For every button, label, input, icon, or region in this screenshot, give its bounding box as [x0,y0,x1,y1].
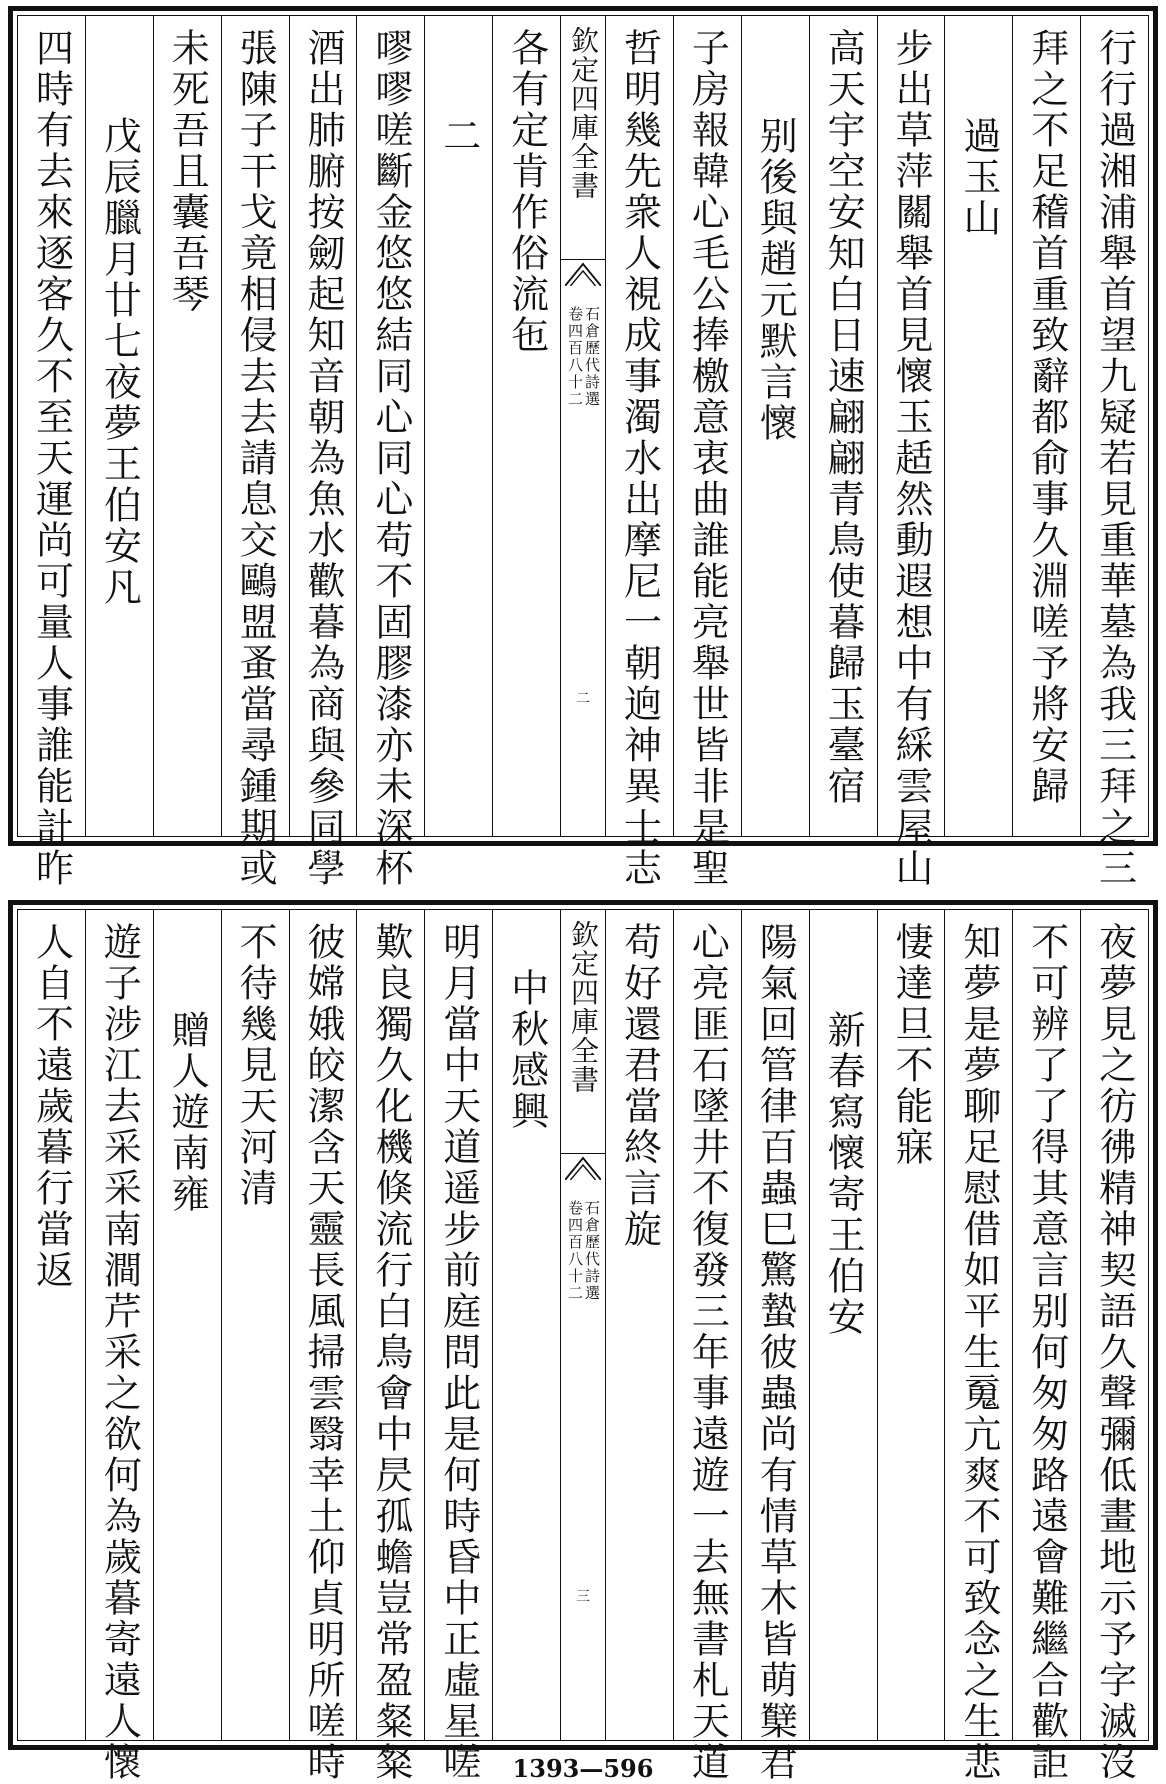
text-column [1012,16,1080,836]
page-reference-number: 1393—596 [512,1754,654,1783]
poem-title: 新春寫懷寄王伯安 [821,1010,866,1338]
poem-line: 明月當中天道遥步前庭問此是何時昏中正虛星嗟 [436,922,481,1783]
text-column [1080,16,1148,889]
poem-line: 張陳子干戈竟相侵去去請息交鷗盟蚤當尋鍾期或 [233,28,278,889]
text-column [877,16,945,889]
text-column [673,910,741,1783]
volume-label: 卷四百八十二 [566,306,584,408]
text-column [492,16,560,836]
text-column [356,16,424,889]
text-column [605,910,673,1740]
text-column [85,16,153,836]
text-column [1080,910,1148,1783]
text-column [424,910,492,1783]
text-column [424,16,492,836]
poem-line: 哲明幾先衆人視成事濁水出摩尼一朝逈神異士志 [617,28,662,889]
text-column [492,910,560,1740]
text-column [289,910,357,1783]
poem-line: 苟好還君當終言旋 [617,922,662,1250]
center-spine [560,910,605,1740]
collection-label [563,306,603,408]
text-column [221,910,289,1740]
text-column [18,16,85,889]
section-number: 二 [436,116,481,157]
page-frame [17,15,1149,889]
poem-line: 酒出肺腑按劒起知音朝為魚水歡暮為商與參同學 [300,28,345,889]
text-column [809,16,877,836]
poem-line: 步出草萍關舉首見懷玉趏然動遐想中有綵雲屋山 [888,28,933,889]
collection-label [563,1200,603,1302]
poem-title: 中秋感興 [504,968,549,1132]
center-spine [560,16,605,836]
folio-number: 二 [576,691,590,707]
poem-line: 高天宇空安知白日速翩翩青鳥使暮歸玉臺宿 [821,28,866,807]
poem-line: 陽氣回管律百蟲巳驚蟄彼蟲尚有情草木皆萌櫱君 [753,922,798,1783]
text-column [221,16,289,889]
poem-line: 不可辨了了得其意言别何匆匆路遠會難繼合歡詎 [1024,922,1069,1783]
poem-line: 遊子涉江去采采南澗芹采之欲何為歲暮寄遠人懷 [97,922,142,1783]
fish-tail-mark-icon [565,260,601,286]
volume-label: 卷四百八十二 [566,1200,584,1302]
poem-line: 知夢是夢聊足慰借如平生䰟亢爽不可致念之生悲 [956,922,1001,1783]
text-column [741,16,809,836]
text-column [809,910,877,1740]
poem-line: 悽達旦不能寐 [888,922,933,1168]
text-column [85,910,153,1783]
text-column [944,16,1012,836]
text-column [356,910,424,1783]
book-title: 欽定四庫全書 [561,16,605,260]
text-column [673,16,741,889]
text-column [18,910,85,1740]
text-column [877,910,945,1740]
poem-title: 贈人遊南雍 [165,1010,210,1215]
poem-line: 行行過湘浦舉首望九疑若見重華墓為我三拜之三 [1092,28,1137,889]
poem-line: 各有定肯作俗流㐌 [504,28,549,356]
collection-title: 石倉歷代詩選 [583,1200,601,1302]
text-column [741,910,809,1783]
book-title: 欽定四庫全書 [561,910,605,1154]
text-column [289,16,357,889]
poem-line: 彼嫦娥皎潔含天靈長風掃雲翳幸土仰貞明所嗟時 [300,922,345,1783]
poem-line: 夜夢見之彷彿精神契語久聲彌低畫地示予字滅沒 [1092,922,1137,1783]
poem-line: 子房報韓心毛公捧檄意衷曲誰能亮舉世皆非是聖 [685,28,730,889]
poem-line: 拜之不足稽首重致辭都俞事久淵嗟予將安歸 [1024,28,1069,807]
poem-line: 歎良獨久化機倏流行白鳥會中昃孤蟾豈常盈粲粲 [368,922,413,1783]
poem-title: 戊辰臘月廿七夜夢王伯安凡 [97,116,142,608]
collection-title: 石倉歷代詩選 [583,306,601,408]
folio-number: 三 [576,1589,590,1605]
text-columns [18,16,1148,889]
fish-tail-mark-icon [565,1154,601,1180]
text-column [944,910,1012,1783]
poem-line: 四時有去來逐客久不至天運尚可量人事誰能計昨 [29,28,74,889]
text-column [153,910,221,1740]
page-upper [8,6,1158,889]
poem-line: 不待幾見天河清 [233,922,278,1209]
text-column [153,16,221,836]
poem-title: 别後與趙元默言懷 [753,116,798,444]
poem-line: 未死吾且囊吾琴 [165,28,210,315]
poem-line: 人自不遠歲暮行當返 [29,922,74,1291]
text-column [605,16,673,889]
poem-line: 嘐嘐嗟斷金悠悠結同心同心苟不固膠漆亦未深杯 [368,28,413,889]
poem-line: 心亮匪石墜井不復發三年事遠遊一去無書札天道 [685,922,730,1783]
text-column [1012,910,1080,1783]
poem-title: 過玉山 [956,116,1001,239]
